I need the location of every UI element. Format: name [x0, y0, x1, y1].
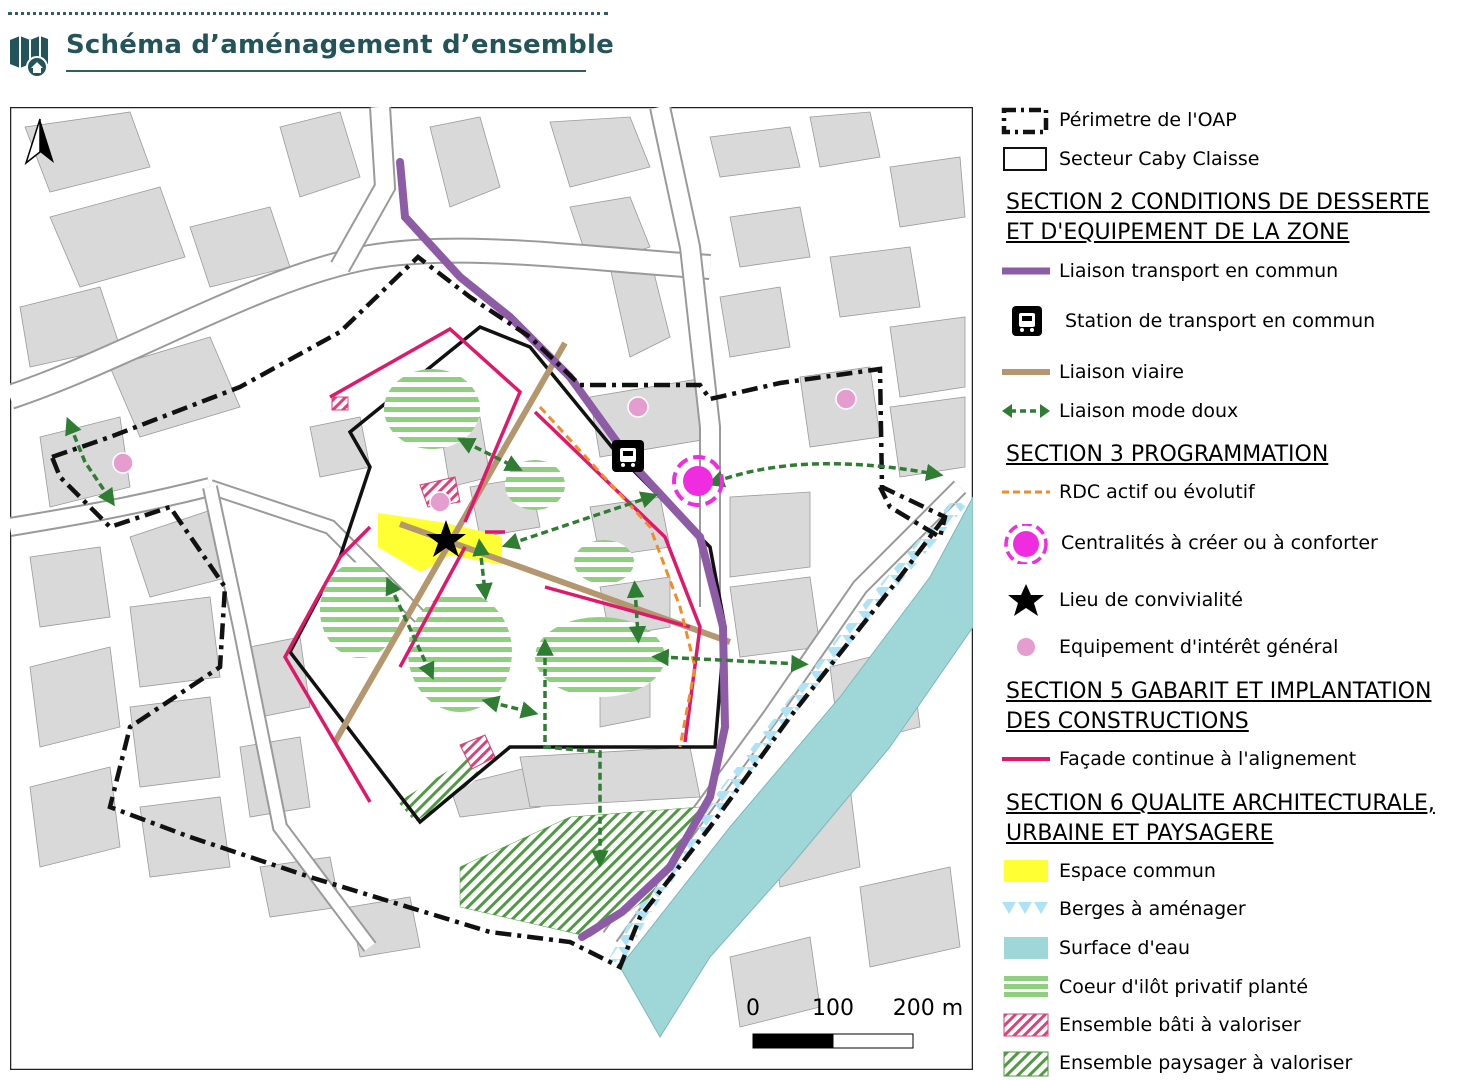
active-ground-floor-symbol: [1000, 475, 1052, 509]
legend-label-convivialite: Lieu de convivialité: [1059, 589, 1243, 611]
legend-item-equipement: [1000, 630, 1466, 664]
riverbank-symbol: [1000, 892, 1052, 926]
facility-dot-symbol: [1000, 630, 1052, 664]
legend-label-equipement: Equipement d'intérêt général: [1059, 636, 1339, 658]
soft-mobility-symbol: [1000, 394, 1052, 428]
scale-label-0: 0: [746, 996, 760, 1021]
legend-item-rdc: [1000, 475, 1466, 509]
legend-item-liaison-doux: [1000, 394, 1466, 428]
legend-item-perimetre: [1000, 103, 1466, 137]
facade-symbol: [1000, 742, 1052, 776]
legend-item-coeur-ilot: [1000, 970, 1466, 1004]
legend-item-station-tc: [1000, 304, 1466, 338]
legend-item-facade: [1000, 742, 1466, 776]
legend-item-berges: [1000, 892, 1466, 926]
legend-label-liaison-tc: Liaison transport en commun: [1059, 260, 1339, 282]
page-title: Schéma d’aménagement d’ensemble: [66, 30, 614, 60]
perimeter-symbol: [1000, 103, 1052, 137]
legend-label-coeur-ilot: Coeur d'ilôt privatif planté: [1059, 976, 1309, 998]
landscape-ensemble-symbol: [1000, 1046, 1052, 1080]
legend-label-berges: Berges à aménager: [1059, 898, 1246, 920]
transit-station-icon: [612, 440, 644, 472]
legend-heading-section3: SECTION 3 PROGRAMMATION: [1006, 442, 1329, 467]
map-legend: [1000, 100, 1466, 1076]
title-underline: [66, 70, 586, 72]
legend-item-paysager: [1000, 1046, 1466, 1080]
planted-block-symbol: [1000, 970, 1052, 1004]
legend-heading-section2-line2: ET D'EQUIPEMENT DE LA ZONE: [1006, 220, 1350, 245]
legend-item-espace-commun: [1000, 854, 1466, 888]
legend-item-convivialite: [1000, 583, 1466, 617]
scale-label-100: 100: [812, 996, 854, 1021]
road-link-symbol: [1000, 355, 1052, 389]
legend-heading-section5-line1: SECTION 5 GABARIT ET IMPLANTATION: [1006, 679, 1432, 704]
legend-item-surface-eau: [1000, 931, 1466, 965]
legend-label-bati: Ensemble bâti à valoriser: [1059, 1014, 1301, 1036]
star-icon: [1000, 583, 1052, 617]
legend-item-bati: [1000, 1008, 1466, 1042]
legend-heading-section5-line2: DES CONSTRUCTIONS: [1006, 709, 1249, 734]
legend-label-paysager: Ensemble paysager à valoriser: [1059, 1052, 1353, 1074]
legend-label-station-tc: Station de transport en commun: [1065, 310, 1376, 332]
map: [10, 107, 973, 1070]
water-symbol: [1000, 931, 1052, 965]
bus-station-icon: [1000, 304, 1052, 338]
built-ensemble-symbol: [1000, 1008, 1052, 1042]
legend-label-centralites: Centralités à créer ou à conforter: [1061, 532, 1378, 554]
common-space-symbol: [1000, 854, 1052, 888]
legend-label-perimetre: Périmetre de l'OAP: [1059, 109, 1237, 131]
legend-item-centralites: [1000, 524, 1466, 564]
sector-symbol: [1000, 142, 1052, 176]
map-house-icon: [8, 34, 50, 78]
legend-item-liaison-tc: [1000, 254, 1466, 288]
legend-label-espace-commun: Espace commun: [1059, 860, 1216, 882]
scale-label-200: 200 m: [892, 996, 964, 1021]
header: [0, 0, 614, 80]
legend-label-secteur: Secteur Caby Claisse: [1059, 148, 1260, 170]
legend-label-rdc: RDC actif ou évolutif: [1059, 481, 1255, 503]
legend-item-liaison-viaire: [1000, 355, 1466, 389]
header-dotted-rule: [8, 12, 608, 15]
legend-item-secteur: [1000, 142, 1466, 176]
legend-label-liaison-viaire: Liaison viaire: [1059, 361, 1184, 383]
legend-heading-section2-line1: SECTION 2 CONDITIONS DE DESSERTE: [1006, 190, 1430, 215]
legend-label-surface-eau: Surface d'eau: [1059, 937, 1191, 959]
transit-link-symbol: [1000, 254, 1052, 288]
centrality-symbol: [1000, 524, 1052, 564]
legend-heading-section6-line2: URBAINE ET PAYSAGERE: [1006, 821, 1274, 846]
legend-heading-section6-line1: SECTION 6 QUALITE ARCHITECTURALE,: [1006, 791, 1435, 816]
legend-label-facade: Façade continue à l'alignement: [1059, 748, 1357, 770]
built-ensemble-3: [332, 397, 348, 410]
legend-label-liaison-doux: Liaison mode doux: [1059, 400, 1239, 422]
